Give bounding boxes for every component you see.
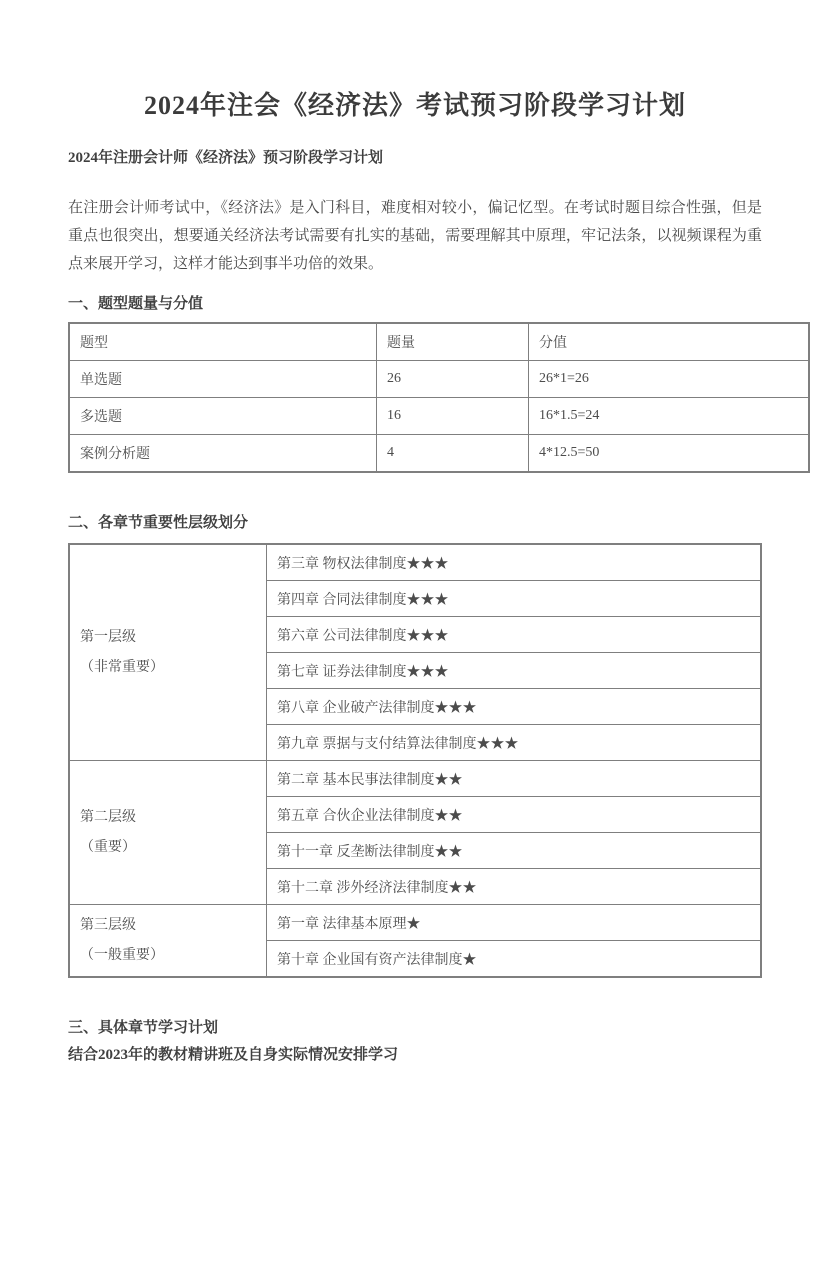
tier1-importance: （非常重要）: [80, 659, 164, 675]
tier3-label-cell: [69, 905, 267, 978]
column-header-quantity: 题量: [377, 323, 529, 361]
tier2-importance: （重要）: [80, 839, 136, 855]
tier3-name: 第三层级: [80, 917, 136, 933]
table-cell-quantity: 16: [377, 398, 529, 435]
table-header-row: [69, 323, 809, 361]
column-header-question-type: 题型: [69, 323, 377, 361]
table-row: [69, 398, 809, 435]
table-cell-question-type: 单选题: [69, 361, 377, 398]
chapter-cell: 第六章 公司法律制度★★★: [267, 617, 762, 653]
document-page: [0, 88, 830, 1066]
table-cell-quantity: 26: [377, 361, 529, 398]
intro-paragraph: 在注册会计师考试中，《经济法》是入门科目，难度相对较小，偏记忆型。在考试时题目综合性强，但是重点也很突出，想要通关经济法考试需要有扎实的基础，需要理解其中原理，牢记法条，以视频课程为重点来展开学习，这样才能达到事半功倍的效果。: [68, 200, 762, 272]
section3-heading: 三、具体章节学习计划: [68, 1020, 219, 1036]
chapter-cell: 第十二章 涉外经济法律制度★★: [267, 869, 762, 905]
chapter-cell: 第四章 合同法律制度★★★: [267, 581, 762, 617]
chapter-cell: 第十章 企业国有资产法律制度★: [267, 941, 762, 978]
subtitle: 2024年注册会计师《经济法》预习阶段学习计划: [68, 150, 384, 166]
table-cell-score: 26*1=26: [529, 361, 810, 398]
table-row: [69, 361, 809, 398]
tier2-name: 第二层级: [80, 809, 136, 825]
tier3-importance: （一般重要）: [80, 947, 164, 963]
tier1-label-cell: [69, 544, 267, 761]
section2-heading: 二、各章节重要性层级划分: [68, 515, 249, 531]
chapter-cell: 第八章 企业破产法律制度★★★: [267, 689, 762, 725]
table-cell-quantity: 4: [377, 435, 529, 473]
chapter-cell: 第十一章 反垄断法律制度★★: [267, 833, 762, 869]
table-row: [69, 435, 809, 473]
table-row: [69, 761, 761, 797]
section1-heading: 一、题型题量与分值: [68, 296, 204, 312]
chapter-cell: 第九章 票据与支付结算法律制度★★★: [267, 725, 762, 761]
chapter-cell: 第三章 物权法律制度★★★: [267, 544, 762, 581]
chapter-cell: 第五章 合伙企业法律制度★★: [267, 797, 762, 833]
chapter-cell: 第一章 法律基本原理★: [267, 905, 762, 941]
column-header-score: 分值: [529, 323, 810, 361]
table-row: [69, 905, 761, 941]
table-row: [69, 544, 761, 581]
chapter-cell: 第二章 基本民事法律制度★★: [267, 761, 762, 797]
table-cell-question-type: 多选题: [69, 398, 377, 435]
tier1-name: 第一层级: [80, 629, 136, 645]
chapter-cell: 第七章 证券法律制度★★★: [267, 653, 762, 689]
table-cell-score: 16*1.5=24: [529, 398, 810, 435]
section3-note: 结合2023年的教材精讲班及自身实际情况安排学习: [68, 1047, 399, 1063]
chapter-importance-table: [68, 543, 762, 978]
table-cell-score: 4*12.5=50: [529, 435, 810, 473]
question-types-table: [68, 322, 810, 473]
tier2-label-cell: [69, 761, 267, 905]
page-title: 2024年注会《经济法》考试预习阶段学习计划: [143, 91, 686, 120]
table-cell-question-type: 案例分析题: [69, 435, 377, 473]
